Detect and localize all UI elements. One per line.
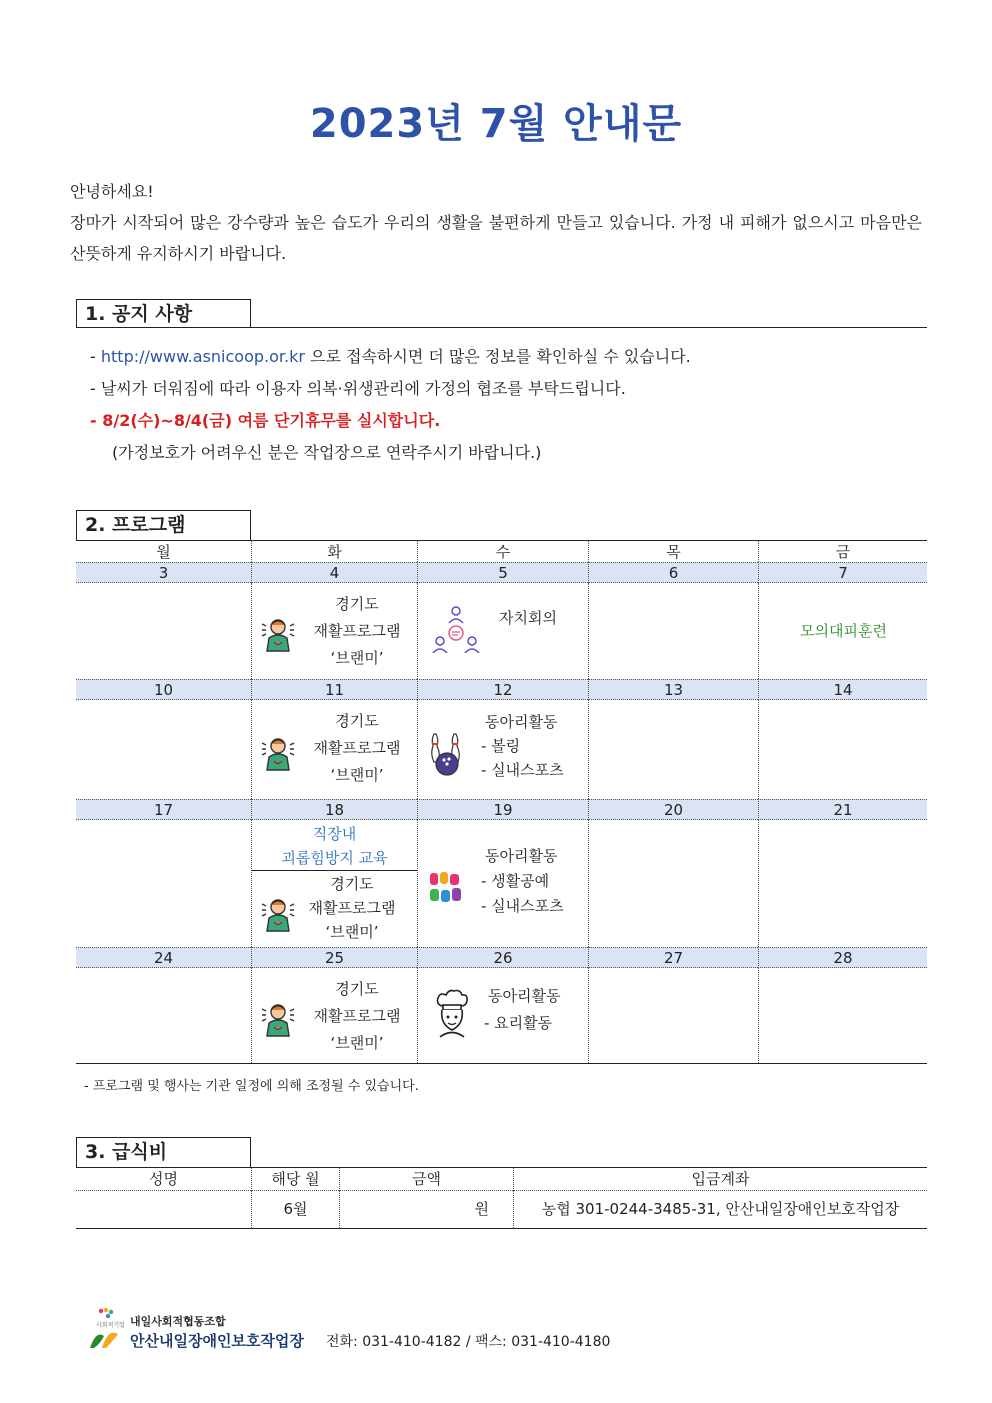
program-row: [76, 820, 927, 947]
program-cell: [417, 700, 588, 799]
greeting: 안녕하세요!: [70, 182, 154, 201]
table-row: [76, 1191, 927, 1228]
meal-fee-table: [76, 1167, 927, 1229]
contact-info: 전화: 031-410-4182 / 팩스: 031-410-4180: [326, 1334, 611, 1350]
section-program-header: [76, 510, 927, 540]
date-cell: 13: [588, 679, 758, 700]
logo-badge-text: 사회적기업: [96, 1322, 125, 1329]
program-calendar: [76, 540, 927, 1064]
date-cell: 6: [588, 562, 758, 583]
weekday-thu: 목: [588, 540, 758, 562]
weekday-tue: 화: [251, 540, 417, 562]
date-cell: 20: [588, 799, 758, 820]
weekday-mon: 월: [76, 540, 251, 562]
weekday-row: [76, 540, 927, 562]
cell-amount: 원: [339, 1191, 513, 1228]
program-note: - 프로그램 및 행사는 기관 일정에 의해 조정될 수 있습니다.: [84, 1079, 419, 1094]
date-row: [76, 562, 927, 583]
org-name-main: 안산내일장애인보호작업장: [130, 1332, 304, 1350]
club-bowling-text: 동아리활동 - 볼링 - 실내스포츠: [481, 713, 564, 779]
section-meal-fee-header: [76, 1137, 927, 1167]
program-cell: [76, 700, 251, 799]
website-link[interactable]: http://www.asnicoop.or.kr: [100, 347, 305, 366]
program-row: [76, 583, 927, 679]
section-notice-header: [76, 299, 927, 328]
date-cell: 24: [76, 947, 251, 968]
date-cell: 27: [588, 947, 758, 968]
program-cell: [588, 820, 758, 947]
table-header-row: [76, 1168, 927, 1191]
program-cell: [251, 583, 417, 679]
person-icon: [260, 1001, 296, 1037]
program-cell: [251, 700, 417, 799]
date-row: [76, 679, 927, 700]
date-cell: 25: [251, 947, 417, 968]
program-cell: [417, 968, 588, 1063]
person-icon: [260, 896, 296, 932]
program-cell: [76, 968, 251, 1063]
date-row: [76, 947, 927, 968]
rehab-program-text: 경기도 재활프로그램 ‘브랜미’: [308, 875, 396, 941]
club-cook-text: 동아리활동 - 요리활동: [484, 987, 561, 1032]
date-cell: 11: [251, 679, 417, 700]
weekday-fri: 금: [758, 540, 927, 562]
program-cell: [758, 700, 927, 799]
date-cell: 19: [417, 799, 588, 820]
harassment-education-text: 직장내 괴롭힘방지 교육: [252, 820, 417, 871]
program-row: [76, 968, 927, 1063]
meeting-icon: [432, 603, 480, 655]
cell-account: 농협 301-0244-3485-31, 안산내일장애인보호작업장: [513, 1191, 927, 1228]
date-cell: 21: [758, 799, 927, 820]
rehab-program-text: 경기도 재활프로그램 ‘브랜미’: [313, 712, 401, 784]
date-cell: 17: [76, 799, 251, 820]
program-cell: [417, 583, 588, 679]
program-cell: [417, 820, 588, 947]
club-craft-text: 동아리활동 - 생활공예 - 실내스포츠: [481, 847, 564, 915]
rehab-program-text: 경기도 재활프로그램 ‘브랜미’: [313, 595, 401, 667]
notice-item-note: (가정보호가 어려우신 분은 작업장으로 연락주시기 바랍니다.): [112, 443, 542, 462]
date-cell: 7: [758, 562, 927, 583]
notice-item: - 날씨가 더워짐에 따라 이용자 의복·위생관리에 가정의 협조를 부탁드립니다.: [90, 379, 626, 398]
org-logo-icon: [86, 1306, 124, 1352]
date-cell: 12: [417, 679, 588, 700]
date-cell: 14: [758, 679, 927, 700]
page-title: 2023년 7월 안내문: [309, 101, 683, 147]
program-cell: [588, 968, 758, 1063]
program-cell: [758, 820, 927, 947]
rehab-program-text: 경기도 재활프로그램 ‘브랜미’: [313, 980, 401, 1052]
bowling-icon: [428, 732, 464, 776]
program-row: [76, 700, 927, 799]
cell-name: [76, 1191, 251, 1228]
program-cell: [758, 583, 927, 679]
date-row: [76, 799, 927, 820]
program-cell: [588, 583, 758, 679]
person-icon: [260, 616, 296, 652]
date-cell: 10: [76, 679, 251, 700]
person-icon: [260, 735, 296, 771]
date-cell: 3: [76, 562, 251, 583]
program-cell: [76, 583, 251, 679]
program-cell: [251, 968, 417, 1063]
date-cell: 18: [251, 799, 417, 820]
program-cell: [758, 968, 927, 1063]
notice-item-holiday: - 8/2(수)~8/4(금) 여름 단기휴무를 실시합니다.: [90, 411, 441, 430]
header-name: 성명: [76, 1168, 251, 1191]
cell-month: 6월: [251, 1191, 339, 1228]
program-cell: [588, 700, 758, 799]
date-cell: 4: [251, 562, 417, 583]
header-account: 입금계좌: [513, 1168, 927, 1191]
footer: [86, 1306, 686, 1356]
program-cell: [251, 820, 417, 947]
date-cell: 5: [417, 562, 588, 583]
evacuation-drill-text: 모의대피훈련: [800, 622, 887, 640]
handprint-icon: [428, 870, 466, 906]
notice-list: [90, 341, 691, 469]
section-program-title: 2. 프로그램: [76, 510, 251, 540]
weekday-wed: 수: [417, 540, 588, 562]
header-month: 해당 월: [251, 1168, 339, 1191]
section-meal-fee-title: 3. 급식비: [76, 1137, 251, 1167]
date-cell: 28: [758, 947, 927, 968]
org-name-small: 내일사회적협동조합: [130, 1315, 226, 1328]
chef-icon: [434, 988, 470, 1038]
program-cell: [76, 820, 251, 947]
intro-body: 장마가 시작되어 많은 강수량과 높은 습도가 우리의 생활을 불편하게 만들고 있습니다. 가정 내 피해가 없으시고 마음만은 산뜻하게 유지하시기 바랍니다.: [70, 213, 922, 263]
self-meeting-text: 자치회의: [499, 609, 557, 627]
header-amount: 금액: [339, 1168, 513, 1191]
notice-item: - http://www.asnicoop.or.kr 으로 접속하시면 더 많은 정보를 확인하실 수 있습니다.: [90, 347, 691, 366]
date-cell: 26: [417, 947, 588, 968]
section-notice-title: 1. 공지 사항: [76, 299, 251, 328]
intro-text: [70, 176, 922, 269]
